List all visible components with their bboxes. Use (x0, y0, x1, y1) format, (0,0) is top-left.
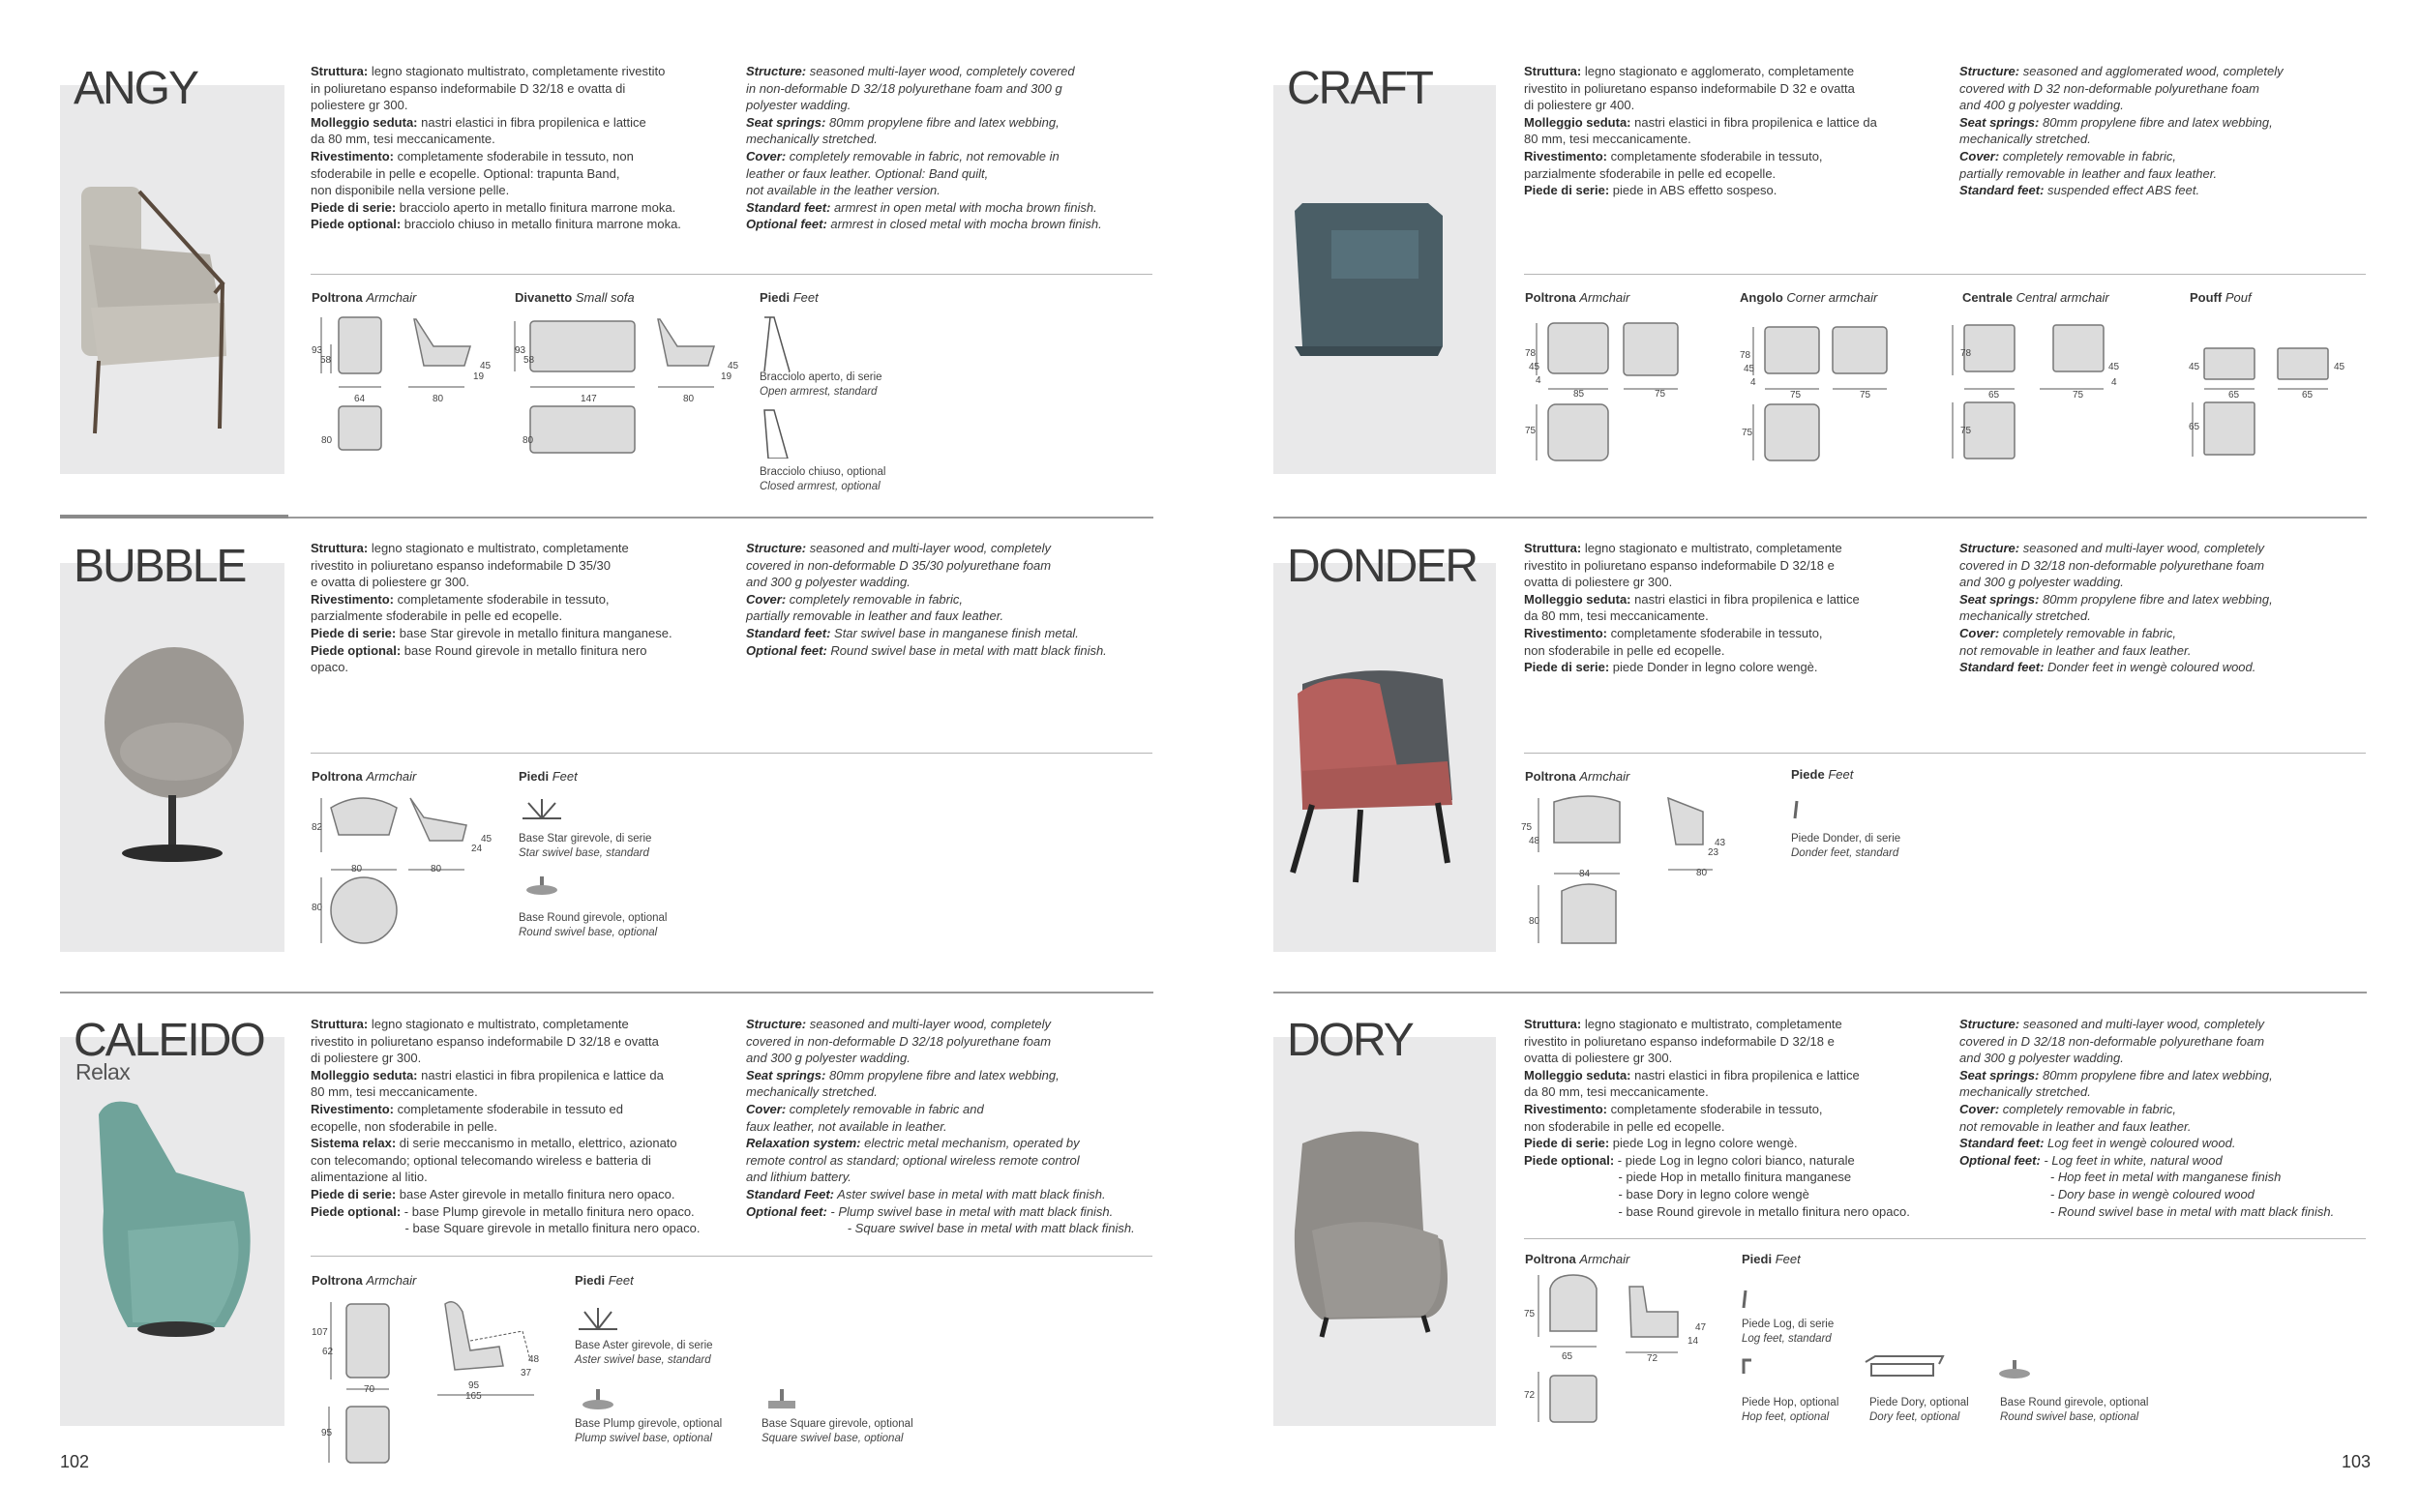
craft-label-central: Centrale Central armchair (1962, 290, 2109, 305)
spec-line: - Hop feet in metal with manganese finish (1959, 1170, 2282, 1185)
bubble-note-round-base: Base Round girevole, optional Round swivel base, optional (519, 912, 668, 938)
spec-line: Cover: completely removable in fabric, (1959, 625, 2176, 640)
craft-dim: 45 (1744, 364, 1755, 374)
bubble-photo (60, 563, 284, 952)
spec-line: di poliestere gr 300. (311, 1051, 422, 1066)
spec-line: Cover: completely removable in fabric, (1959, 1101, 2176, 1116)
angy-photo (60, 85, 284, 474)
donder-dim: 43 (1715, 838, 1726, 848)
craft-dim: 4 (2111, 377, 2117, 388)
separator-1-right (1273, 517, 2367, 519)
spec-line: covered in non-deformable D 32/18 polyurethane foam (746, 1033, 1052, 1049)
bubble-dim: 45 (481, 834, 493, 845)
angy-dim: 80 (683, 394, 695, 404)
spec-line: rivestito in poliuretano espanso indeformabile D 32 e ovatta (1524, 80, 1855, 96)
bubble-dim: 24 (471, 844, 483, 854)
spec-line: Standard feet: Star swivel base in manganese finish metal. (746, 625, 1079, 640)
spec-line: Piede optional: - piede Log in legno colori bianco, naturale (1524, 1152, 1855, 1168)
craft-title: CRAFT (1287, 63, 1432, 114)
spec-line: e ovatta di poliestere gr 300. (311, 575, 470, 590)
angy-spec-en (746, 63, 1102, 233)
spec-line: Piede di serie: piede in ABS effetto sospeso. (1524, 183, 1777, 198)
spec-line: Rivestimento: completamente sfoderabile in tessuto, non (311, 148, 634, 163)
spec-line: non sfoderabile in pelle ed ecopelle. (1524, 642, 1725, 658)
spec-line: Structure: seasoned and agglomerated wood, completely (1959, 64, 2284, 78)
dory-spec-en (1959, 1016, 2334, 1220)
spec-line: opaco. (311, 660, 349, 675)
spec-line: Rivestimento: completamente sfoderabile in tessuto ed (311, 1101, 623, 1116)
donder-divider (1524, 753, 2366, 754)
craft-photo (1273, 85, 1496, 474)
bubble-dim: 82 (312, 822, 323, 833)
spec-line: and lithium battery. (746, 1170, 851, 1185)
spec-line: Molleggio seduta: nastri elastici in fibra propilenica e lattice (1524, 1067, 1860, 1082)
spec-line: - Dory base in wengè coloured wood (1959, 1186, 2255, 1201)
caleido-dim: 165 (465, 1391, 482, 1402)
spec-line: mechanically stretched. (746, 132, 878, 147)
spec-line: rivestito in poliuretano espanso indeformabile D 32/18 e (1524, 557, 1835, 573)
craft-dim: 45 (2334, 362, 2345, 372)
separator-2-left (60, 992, 1153, 993)
craft-dim: 78 (1740, 350, 1751, 361)
craft-label-corner: Angolo Corner armchair (1740, 290, 1878, 305)
dory-divider (1524, 1238, 2366, 1239)
donder-title: DONDER (1287, 541, 1478, 592)
dory-note-hop: Piede Hop, optional Hop feet, optional (1742, 1397, 1839, 1423)
angy-dim: 80 (321, 435, 333, 446)
spec-line: polyester wadding. (746, 98, 851, 113)
dory-photo (1273, 1037, 1496, 1426)
spec-line: Optional feet: - Log feet in white, natural wood (1959, 1152, 2223, 1168)
bubble-divider (311, 753, 1152, 754)
spec-line: not removable in leather and faux leather. (1959, 642, 2192, 658)
spec-line: remote control as standard; optional wireless remote control (746, 1152, 1080, 1168)
craft-dim: 78 (1525, 348, 1537, 359)
spec-line: Relaxation system: electric metal mechanism, operated by (746, 1136, 1080, 1151)
angy-armchair-image (60, 85, 284, 474)
spec-line: alimentazione al litio. (311, 1170, 428, 1185)
caleido-note-plump-base: Base Plump girevole, optional Plump swivel base, optional (575, 1418, 723, 1444)
angy-dim: 80 (523, 435, 534, 446)
spec-line: and 300 g polyester wadding. (746, 575, 911, 590)
angy-dim: 93 (312, 345, 323, 356)
caleido-technical-drawings (310, 1292, 561, 1476)
donder-technical-drawings (1523, 788, 1755, 958)
craft-dim: 85 (1573, 389, 1585, 400)
caleido-divider (311, 1256, 1152, 1257)
spec-line: Structure: seasoned and multi-layer wood, completely (1959, 541, 2265, 555)
craft-dim: 75 (2073, 390, 2084, 400)
craft-dim: 45 (2189, 362, 2200, 372)
angy-dim: 93 (515, 345, 526, 356)
spec-line: Piede optional: base Round girevole in metallo finitura nero (311, 642, 647, 658)
spec-line: Optional feet: Round swivel base in metal with matt black finish. (746, 642, 1107, 658)
bubble-spec-it (311, 540, 672, 676)
separator-1-accent (60, 515, 288, 519)
spec-line: poliestere gr 300. (311, 98, 408, 113)
spec-line: parzialmente sfoderabile in pelle ed ecopelle. (311, 608, 563, 624)
craft-technical-drawings (1523, 311, 2355, 466)
spec-line: Piede di serie: piede Donder in legno colore wengè. (1524, 660, 1818, 675)
donder-dim: 84 (1579, 869, 1591, 879)
spec-line: rivestito in poliuretano espanso indeformabile D 32/18 e (1524, 1033, 1835, 1049)
spec-line: Struttura: legno stagionato e multistrato, completamente (1524, 541, 1842, 555)
page-number-right: 103 (2342, 1452, 2372, 1471)
angy-dim: 64 (354, 394, 366, 404)
spec-line: and 300 g polyester wadding. (1959, 1051, 2124, 1066)
craft-dim: 65 (2189, 422, 2200, 432)
spec-line: not removable in leather and faux leather. (1959, 1118, 2192, 1134)
donder-feet-icon (1791, 799, 1803, 820)
spec-line: da 80 mm, tesi meccanicamente. (311, 132, 495, 147)
caleido-label-feet: Piedi Feet (575, 1273, 634, 1288)
angy-note-closed-armrest: Bracciolo chiuso, optional Closed armrest, optional (760, 466, 886, 492)
angy-label-feet: Piedi Feet (760, 290, 819, 305)
spec-line: partially removable in leather and faux leather. (1959, 165, 2218, 181)
spec-line: Standard feet: armrest in open metal with mocha brown finish. (746, 199, 1097, 215)
craft-dim: 65 (2228, 390, 2240, 400)
spec-line: di poliestere gr 400. (1524, 98, 1635, 113)
angy-technical-drawings (310, 310, 764, 479)
spec-line: - base Square girevole in metallo finitura nero opaco. (311, 1221, 701, 1236)
spec-line: non disponibile nella versione pelle. (311, 183, 510, 198)
angy-divider (311, 274, 1152, 275)
spec-line: da 80 mm, tesi meccanicamente. (1524, 1084, 1709, 1100)
spec-line: mechanically stretched. (1959, 1084, 2091, 1100)
spec-line: and 300 g polyester wadding. (1959, 575, 2124, 590)
craft-dim: 4 (1750, 377, 1756, 388)
spec-line: - Round swivel base in metal with matt black finish. (1959, 1203, 2335, 1219)
spec-line: Struttura: legno stagionato e agglomerato, completamente (1524, 64, 1855, 78)
spec-line: Seat springs: 80mm propylene fibre and latex webbing, (746, 1067, 1060, 1082)
spec-line: Piede optional: bracciolo chiuso in metallo finitura marrone moka. (311, 217, 681, 232)
spec-line: Cover: completely removable in fabric, (1959, 148, 2176, 163)
spec-line: Rivestimento: completamente sfoderabile in tessuto, (1524, 1101, 1823, 1116)
spec-line: Struttura: legno stagionato e multistrato, completamente (311, 1017, 629, 1031)
donder-note-feet: Piede Donder, di serie Donder feet, standard (1791, 833, 1901, 859)
spec-line: mechanically stretched. (1959, 608, 2091, 624)
donder-dim: 48 (1529, 836, 1540, 846)
dory-dim: 47 (1695, 1322, 1707, 1333)
spec-line: leather or faux leather. Optional: Band quilt, (746, 165, 989, 181)
spec-line: Struttura: legno stagionato multistrato, completamente rivestito (311, 64, 666, 78)
spec-line: ovatta di poliestere gr 300. (1524, 575, 1673, 590)
caleido-note-square-base: Base Square girevole, optional Square swivel base, optional (762, 1418, 913, 1444)
spec-line: - base Dory in legno colore wengè (1524, 1186, 1809, 1201)
spec-line: Struttura: legno stagionato e multistrato, completamente (311, 541, 629, 555)
spec-line: non sfoderabile in pelle ed ecopelle. (1524, 1118, 1725, 1134)
donder-armchair-image (1273, 563, 1496, 952)
spec-line: Rivestimento: completamente sfoderabile in tessuto, (311, 591, 610, 607)
craft-label-armchair: Poltrona Armchair (1525, 290, 1630, 305)
craft-dim: 75 (1655, 389, 1666, 400)
spec-line: - Square swivel base in metal with matt black finish. (746, 1221, 1135, 1236)
bubble-label-armchair: Poltrona Armchair (312, 769, 417, 784)
spec-line: 80 mm, tesi meccanicamente. (1524, 132, 1691, 147)
dory-dim: 75 (1524, 1309, 1536, 1319)
caleido-armchair-image (60, 1037, 284, 1426)
spec-line: covered in D 32/18 non-deformable polyurethane foam (1959, 1033, 2265, 1049)
angy-note-open-armrest: Bracciolo aperto, di serie Open armrest, standard (760, 371, 882, 398)
bubble-dim: 80 (312, 903, 323, 913)
donder-dim: 75 (1521, 822, 1533, 833)
craft-spec-en (1959, 63, 2284, 199)
spec-line: ecopelle, non sfoderabile in pelle. (311, 1118, 497, 1134)
dory-technical-drawings (1523, 1269, 1736, 1434)
spec-line: Standard feet: Donder feet in wengè coloured wood. (1959, 660, 2256, 675)
separator-2-right (1273, 992, 2367, 993)
craft-dim: 78 (1960, 348, 1972, 359)
spec-line: and 400 g polyester wadding. (1959, 98, 2124, 113)
spec-line: and 300 g polyester wadding. (746, 1051, 911, 1066)
spec-line: not available in the leather version. (746, 183, 941, 198)
angy-dim: 45 (480, 361, 492, 371)
angy-dim: 58 (320, 355, 332, 366)
dory-spec-it (1524, 1016, 1910, 1220)
angy-dim: 80 (433, 394, 444, 404)
caleido-label-armchair: Poltrona Armchair (312, 1273, 417, 1288)
angy-dim: 19 (721, 371, 732, 382)
spec-line: partially removable in leather and faux leather. (746, 608, 1004, 624)
spec-line: 80 mm, tesi meccanicamente. (311, 1084, 478, 1100)
spec-line: Standard Feet: Aster swivel base in metal with matt black finish. (746, 1186, 1106, 1201)
donder-dim: 23 (1708, 847, 1719, 858)
spec-line: Piede di serie: piede Log in legno colore wengè. (1524, 1136, 1798, 1151)
bubble-dim: 80 (351, 864, 363, 875)
angy-dim: 19 (473, 371, 485, 382)
caleido-dim: 37 (521, 1368, 532, 1379)
bubble-label-feet: Piedi Feet (519, 769, 578, 784)
caleido-dim: 62 (322, 1347, 334, 1357)
craft-dim: 45 (2108, 362, 2120, 372)
spec-line: Structure: seasoned and multi-layer wood, completely (1959, 1017, 2265, 1031)
caleido-note-aster-base: Base Aster girevole, di serie Aster swivel base, standard (575, 1340, 713, 1366)
spec-line: Molleggio seduta: nastri elastici in fibra propilenica e lattice (311, 114, 646, 130)
caleido-subtitle: Relax (75, 1059, 131, 1084)
bubble-title: BUBBLE (74, 541, 246, 592)
spec-line: Cover: completely removable in fabric, (746, 591, 963, 607)
spec-line: Cover: completely removable in fabric and (746, 1101, 984, 1116)
spec-line: da 80 mm, tesi meccanicamente. (1524, 608, 1709, 624)
spec-line: mechanically stretched. (746, 1084, 878, 1100)
donder-dim: 80 (1696, 868, 1708, 878)
spec-line: Piede di serie: bracciolo aperto in metallo finitura marrone moka. (311, 199, 676, 215)
caleido-photo (60, 1037, 284, 1426)
bubble-armchair-image (60, 563, 284, 952)
caleido-title: CALEIDO (74, 1015, 264, 1066)
spec-line: parzialmente sfoderabile in pelle ed ecopelle. (1524, 165, 1777, 181)
angy-label-armchair: Poltrona Armchair (312, 290, 417, 305)
dory-dim: 65 (1562, 1351, 1573, 1362)
donder-dim: 80 (1529, 916, 1540, 927)
spec-line: rivestito in poliuretano espanso indeformabile D 35/30 (311, 557, 612, 573)
craft-dim: 4 (1536, 375, 1541, 386)
dory-armchair-image (1273, 1037, 1496, 1426)
spec-line: Struttura: legno stagionato e multistrato, completamente (1524, 1017, 1842, 1031)
spec-line: Structure: seasoned and multi-layer wood, completely (746, 541, 1052, 555)
spec-line: covered with D 32 non-deformable polyurethane foam (1959, 80, 2260, 96)
spec-line: covered in non-deformable D 35/30 polyurethane foam (746, 557, 1052, 573)
caleido-dim: 70 (364, 1384, 375, 1395)
caleido-spec-it (311, 1016, 700, 1237)
spec-line: Standard feet: Log feet in wengè coloured wood. (1959, 1136, 2236, 1151)
angy-dim: 147 (581, 394, 597, 404)
craft-dim: 75 (1860, 390, 1871, 400)
craft-label-pouf: Pouff Pouf (2190, 290, 2252, 305)
page-number-left: 102 (60, 1452, 90, 1471)
spec-line: Piede di serie: base Star girevole in metallo finitura manganese. (311, 625, 672, 640)
craft-dim: 45 (1529, 362, 1540, 372)
angy-dim: 45 (728, 361, 739, 371)
bubble-dim: 80 (431, 864, 442, 875)
craft-dim: 75 (1525, 426, 1537, 436)
bubble-spec-en (746, 540, 1107, 659)
spec-line: in non-deformable D 32/18 polyurethane foam and 300 g (746, 80, 1062, 96)
spec-line: faux leather, not available in leather. (746, 1118, 947, 1134)
spec-line: Molleggio seduta: nastri elastici in fibra propilenica e lattice (1524, 591, 1860, 607)
spec-line: Rivestimento: completamente sfoderabile in tessuto, (1524, 148, 1823, 163)
spec-line: Optional feet: - Plump swivel base in metal with matt black finish. (746, 1203, 1114, 1219)
dory-note-log: Piede Log, di serie Log feet, standard (1742, 1319, 1835, 1345)
spec-line: Optional feet: armrest in closed metal with mocha brown finish. (746, 217, 1102, 232)
caleido-dim: 95 (468, 1380, 480, 1391)
angy-title: ANGY (74, 63, 198, 114)
spec-line: Seat springs: 80mm propylene fibre and latex webbing, (1959, 591, 2273, 607)
spec-line: Seat springs: 80mm propylene fibre and latex webbing, (1959, 1067, 2273, 1082)
bubble-note-star-base: Base Star girevole, di serie Star swivel base, standard (519, 833, 652, 859)
donder-label-feet: Piede Feet (1791, 767, 1854, 782)
spec-line: in poliuretano espanso indeformabile D 32/18 e ovatta di (311, 80, 626, 96)
spec-line: Seat springs: 80mm propylene fibre and latex webbing, (1959, 114, 2273, 130)
craft-dim: 75 (1790, 390, 1802, 400)
craft-spec-it (1524, 63, 1877, 199)
donder-photo (1273, 563, 1496, 952)
caleido-dim: 48 (528, 1354, 540, 1365)
dory-label-armchair: Poltrona Armchair (1525, 1252, 1630, 1266)
caleido-dim: 107 (312, 1327, 328, 1338)
spec-line: Piede optional: - base Plump girevole in metallo finitura nero opaco. (311, 1203, 695, 1219)
spec-line: ovatta di poliestere gr 300. (1524, 1051, 1673, 1066)
caleido-spec-en (746, 1016, 1135, 1237)
spec-line: Seat springs: 80mm propylene fibre and latex webbing, (746, 114, 1060, 130)
craft-dim: 75 (1742, 428, 1753, 438)
dory-title: DORY (1287, 1015, 1413, 1066)
dory-dim: 72 (1524, 1390, 1536, 1401)
spec-line: Molleggio seduta: nastri elastici in fibra propilenica e lattice da (1524, 114, 1877, 130)
caleido-dim: 95 (321, 1428, 333, 1438)
angy-label-sofa: Divanetto Small sofa (515, 290, 635, 305)
donder-label-armchair: Poltrona Armchair (1525, 769, 1630, 784)
angy-dim: 58 (523, 355, 535, 366)
craft-armchair-image (1273, 85, 1496, 474)
caleido-base-icons (575, 1300, 807, 1436)
spec-line: con telecomando; optional telecomando wireless e batteria di (311, 1152, 651, 1168)
spec-line: mechanically stretched. (1959, 132, 2091, 147)
spec-line: - base Round girevole in metallo finitura nero opaco. (1524, 1203, 1910, 1219)
dory-dim: 14 (1687, 1336, 1699, 1347)
spec-line: - piede Hop in metallo finitura manganese (1524, 1170, 1852, 1185)
craft-dim: 65 (1988, 390, 2000, 400)
spec-line: Structure: seasoned and multi-layer wood, completely (746, 1017, 1052, 1031)
spec-line: sfoderabile in pelle e ecopelle. Optional: trapunta Band, (311, 165, 620, 181)
spec-line: Molleggio seduta: nastri elastici in fibra propilenica e lattice da (311, 1067, 664, 1082)
spec-line: covered in D 32/18 non-deformable polyurethane foam (1959, 557, 2265, 573)
craft-divider (1524, 274, 2366, 275)
donder-spec-en (1959, 540, 2273, 676)
spec-line: Standard feet: suspended effect ABS feet. (1959, 183, 2200, 198)
dory-label-feet: Piedi Feet (1742, 1252, 1801, 1266)
dory-note-round: Base Round girevole, optional Round swivel base, optional (2000, 1397, 2149, 1423)
spec-line: Structure: seasoned multi-layer wood, completely covered (746, 64, 1075, 78)
craft-dim: 65 (2302, 390, 2314, 400)
spec-line: rivestito in poliuretano espanso indeformabile D 32/18 e ovatta (311, 1033, 659, 1049)
spec-line: Piede di serie: base Aster girevole in metallo finitura nero opaco. (311, 1186, 675, 1201)
spec-line: Sistema relax: di serie meccanismo in metallo, elettrico, azionato (311, 1136, 677, 1151)
craft-dim: 75 (1960, 426, 1972, 436)
spec-line: Cover: completely removable in fabric, not removable in (746, 148, 1060, 163)
spec-line: Rivestimento: completamente sfoderabile in tessuto, (1524, 625, 1823, 640)
donder-spec-it (1524, 540, 1860, 676)
bubble-technical-drawings (310, 788, 523, 953)
dory-note-dory: Piede Dory, optional Dory feet, optional (1869, 1397, 1969, 1423)
angy-spec-it (311, 63, 681, 233)
dory-dim: 72 (1647, 1353, 1658, 1364)
